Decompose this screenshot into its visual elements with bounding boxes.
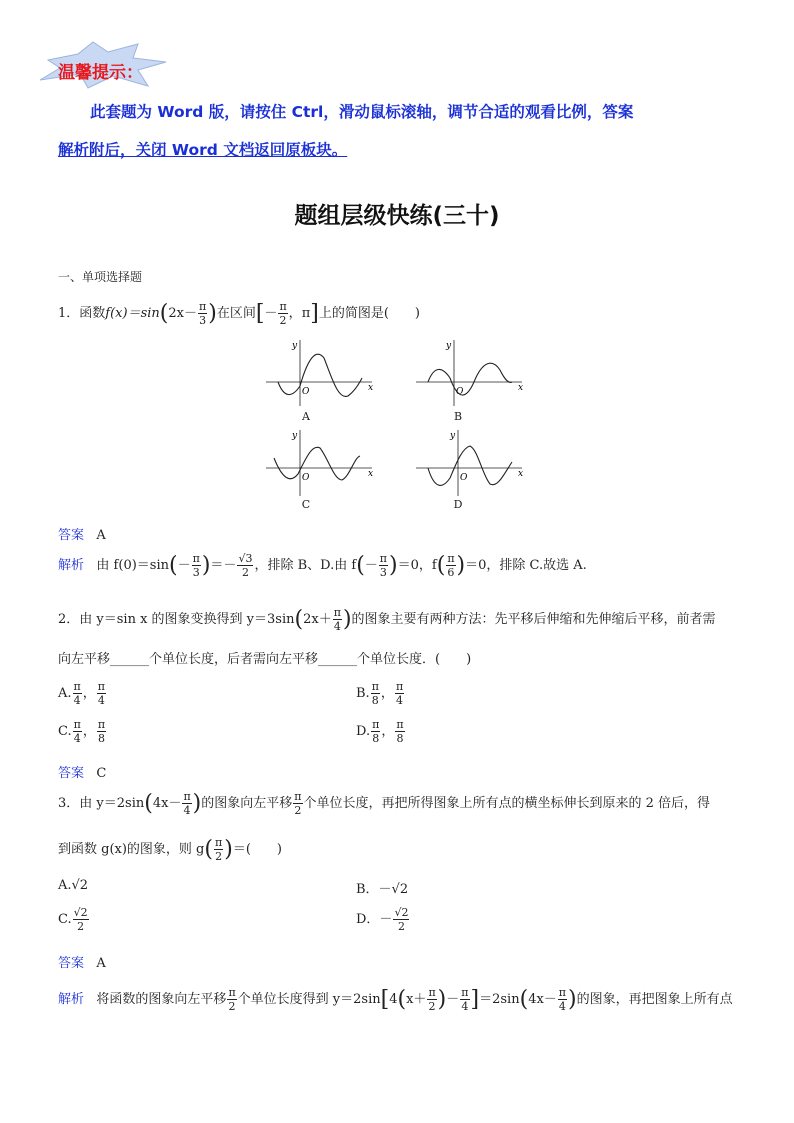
svg-text:x: x	[518, 469, 524, 479]
notice-line-1: 此套题为 Word 版，请按住 Ctrl，滑动鼠标滚轴，调节合适的观看比例，答案	[90, 103, 634, 121]
q3-option-a[interactable]: A.√2	[58, 878, 89, 893]
page-title: 题组层级快练(三十)	[294, 203, 500, 229]
svg-text:y: y	[292, 431, 298, 441]
axis-x: x	[368, 383, 374, 393]
svg-text:y: y	[450, 431, 456, 441]
q2-option-a[interactable]: A. $\frac{\pi}{4}$ ， $\frac{\pi}{4}$	[58, 680, 106, 707]
svg-text:x: x	[518, 383, 524, 393]
q3-stem-2: 到函数 g(x)的图象，则 g( $\frac{\pi}{2}$ )＝( )	[58, 836, 282, 863]
q3-stem: 3．由 y＝2sin(4x－ $\frac{\pi}{4}$ )的图象向左平移 $\frac{\pi}{2}$ 个单位长度，再把所得图象上所有点的横坐标伸长到原来的 2 倍后，得	[58, 790, 711, 817]
q3-option-b[interactable]: B．－√2	[356, 882, 409, 897]
q1-answer: 答案 A	[58, 528, 106, 543]
tip-label: 温馨提示：	[58, 63, 143, 83]
q1-option-a[interactable]: A	[302, 410, 310, 423]
q3-option-c[interactable]: C. $\frac{√2}{2}$	[58, 906, 88, 933]
q2-option-c[interactable]: C. $\frac{\pi}{4}$ ， $\frac{\pi}{8}$	[58, 718, 106, 745]
notice-line-2[interactable]: 解析附后，关闭 Word 文档返回原板块。	[58, 141, 348, 159]
q1-stem: 1．函数f(x)＝sin(2x－ $\frac{\pi}{3}$ )在区间[－ $\frac{\pi}{2}$ ，π]上的简图是( )	[58, 300, 420, 327]
q1-graph-a	[264, 338, 376, 408]
svg-text:O: O	[456, 387, 464, 397]
q1-option-c[interactable]: C	[301, 498, 311, 511]
q2-stem-2: 向左平移______个单位长度，后者需向左平移______个单位长度．( )	[58, 652, 472, 667]
q1-graph-b	[414, 338, 526, 408]
svg-text:O: O	[302, 473, 310, 483]
svg-text:O: O	[460, 473, 468, 483]
q2-option-d[interactable]: D. $\frac{\pi}{8}$ ， $\frac{\pi}{8}$	[356, 718, 404, 745]
q1-graph-d	[414, 428, 526, 498]
axis-origin: O	[302, 387, 310, 397]
svg-text:x: x	[368, 469, 374, 479]
q1-option-b[interactable]: B	[453, 410, 463, 423]
q2-answer: 答案 C	[58, 766, 107, 781]
q2-stem: 2．由 y＝sin x 的图象变换得到 y＝3sin(2x＋ $\frac{\pi}{4}$ )的图象主要有两种方法：先平移后伸缩和先伸缩后平移，前者需	[58, 606, 716, 633]
q3-option-d[interactable]: D．－ $\frac{√2}{2}$	[356, 906, 409, 933]
axis-y: y	[292, 341, 298, 351]
q1-option-d[interactable]: D	[453, 498, 463, 511]
q3-analysis: 解析 将函数的图象向左平移 $\frac{\pi}{2}$ 个单位长度得到 y＝2sin[4(x＋ $\frac{\pi}{2}$ )－ $\frac{\pi}{4}$ ]＝2sin(4x－ $\frac{\pi}{4}$ )的图象，再把图象上所有点	[58, 986, 733, 1013]
q3-answer: 答案 A	[58, 956, 106, 971]
q2-option-b[interactable]: B. $\frac{\pi}{8}$ ， $\frac{\pi}{4}$	[356, 680, 404, 707]
section-heading: 一、单项选择题	[58, 270, 143, 284]
q1-analysis: 解析 由 f(0)＝sin(－ $\frac{\pi}{3}$ )＝－ $\frac{√3}{2}$ ，排除 B、D.由 f(－ $\frac{\pi}{3}$ )＝0，f( $\frac{\pi}{6}$ )＝0，排除 C.故选 A.	[58, 552, 587, 579]
q1-graph-c	[264, 428, 376, 498]
svg-text:y: y	[446, 341, 452, 351]
